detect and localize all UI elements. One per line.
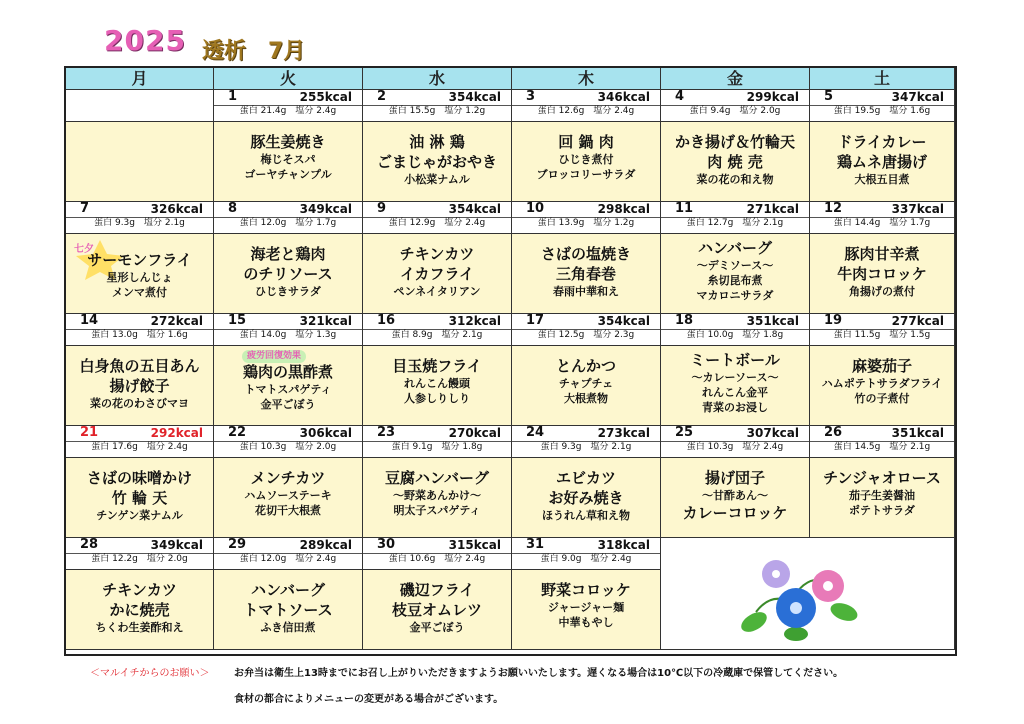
main-dish: ハンバーグ [698,239,772,257]
day-number: 17 [526,314,545,328]
nutrition-info: 蛋白 9.1g 塩分 1.8g [363,441,511,453]
side-dish: ゴーヤチャンプル [244,168,332,181]
menu-cell [512,234,661,314]
side-dish: ほうれん草和え物 [542,509,630,522]
date-cell [661,426,810,458]
calorie-value: 354kcal [597,314,650,328]
side-dish: トマトスパゲティ [244,383,332,396]
calorie-value: 351kcal [746,314,799,328]
day-number: 4 [675,90,685,104]
nutrition-info: 蛋白 12.9g 塩分 2.4g [363,217,511,229]
morning-glory-icon [736,552,866,647]
main-dish: 鶏ムネ唐揚げ [836,153,927,171]
side-dish: 春雨中華和え [553,285,619,298]
side-dish: ブロッコリーサラダ [536,168,636,181]
tanabata-tag: 七夕 [74,244,94,255]
day-number: 12 [824,202,843,216]
menu-cell [661,234,810,314]
side-dish: 金平ごぼう [260,398,316,411]
main-dish: 油 淋 鶏 [409,133,465,151]
date-cell [214,314,363,346]
main-dish: 肉 焼 売 [707,153,763,171]
nutrition-info: 蛋白 10.6g 塩分 2.4g [363,553,511,565]
weekday-header: 月 [66,68,214,90]
main-dish: 豚肉甘辛煮 [844,245,920,263]
calorie-value: 347kcal [891,90,944,104]
day-number: 2 [377,90,387,104]
main-dish: トマトソース [243,601,333,619]
calorie-value: 306kcal [299,426,352,440]
date-cell [810,202,955,234]
calorie-value: 354kcal [448,90,501,104]
date-cell [214,202,363,234]
date-cell [661,90,810,122]
date-cell [810,426,955,458]
side-dish: 糸切昆布煮 [707,274,763,287]
date-cell [363,314,512,346]
menu-cell [66,570,214,650]
day-number: 9 [377,202,387,216]
date-cell [512,314,661,346]
day-number: 3 [526,90,536,104]
main-dish: チキンカツ [399,245,475,263]
calorie-value: 315kcal [448,538,501,552]
menu-cell [363,346,512,426]
side-dish: ハムポテトサラダフライ [821,377,943,390]
menu-cell [214,346,363,426]
day-number: 29 [228,538,247,552]
side-dish: ふき信田煮 [260,621,316,634]
main-dish: 揚げ団子 [704,469,765,487]
nutrition-info: 蛋白 9.3g 塩分 2.1g [66,217,213,229]
feature-tag: 疲労回復効果 [242,350,306,363]
side-dish: メンマ煮付 [112,286,167,299]
date-cell [810,90,955,122]
side-dish: 角揚げの煮付 [849,285,915,298]
side-dish: 人参しりしり [404,392,470,405]
main-dish: イカフライ [399,265,475,283]
nutrition-info: 蛋白 13.0g 塩分 1.6g [66,329,213,341]
nutrition-info: 蛋白 9.4g 塩分 2.0g [661,105,809,117]
date-cell [66,202,214,234]
side-dish: ～デミソース～ [696,259,774,272]
main-dish: 豚生姜焼き [250,133,326,151]
day-number: 1 [228,90,238,104]
calorie-value: 277kcal [891,314,944,328]
date-cell [214,538,363,570]
main-dish: メンチカツ [250,469,326,487]
weekday-header: 水 [363,68,512,90]
weekday-header: 金 [661,68,810,90]
menu-cell [661,346,810,426]
day-number: 7 [80,202,90,216]
main-dish: 麻婆茄子 [851,357,912,375]
main-dish: 揚げ餃子 [109,377,170,395]
side-dish: 菜の花のわさびマヨ [90,397,189,410]
side-dish: 梅じそスパ [260,153,316,166]
menu-cell [214,234,363,314]
nutrition-info: 蛋白 9.3g 塩分 2.1g [512,441,660,453]
main-dish: 海老と鶏肉 [250,245,326,263]
side-dish: 竹の子煮付 [854,392,910,405]
main-dish: ドライカレー [837,133,927,151]
main-dish: サーモンフライ [87,251,192,269]
footer-label: ＜マルイチからのお願い＞ [90,668,210,679]
main-dish: のチリソース [243,265,333,283]
side-dish: チンゲン菜ナムル [96,509,183,522]
menu-cell [363,122,512,202]
menu-cell [66,346,214,426]
day-number: 5 [824,90,834,104]
main-dish: 鶏肉の黒酢煮 [242,363,333,381]
date-cell [512,426,661,458]
day-number: 31 [526,538,545,552]
main-dish: 磯辺フライ [399,581,475,599]
calorie-value: 272kcal [150,314,203,328]
main-dish: 牛肉コロッケ [837,265,927,283]
calorie-value: 271kcal [746,202,799,216]
day-number: 11 [675,202,694,216]
date-cell [66,538,214,570]
nutrition-info: 蛋白 12.2g 塩分 2.0g [66,553,213,565]
nutrition-info: 蛋白 21.4g 塩分 2.4g [214,105,362,117]
side-dish: 大根五目煮 [854,173,910,186]
menu-cell [66,234,214,314]
calorie-value: 289kcal [299,538,352,552]
day-number: 19 [824,314,843,328]
calorie-value: 307kcal [746,426,799,440]
main-dish: チンジャオロース [823,469,941,487]
menu-cell [214,458,363,538]
day-number: 8 [228,202,238,216]
day-number: 26 [824,426,843,440]
main-dish: 目玉焼フライ [392,357,482,375]
weekday-header: 火 [214,68,363,90]
side-dish: ペンネイタリアン [393,285,481,298]
date-cell [512,538,661,570]
nutrition-info: 蛋白 13.9g 塩分 1.2g [512,217,660,229]
weekday-header: 木 [512,68,661,90]
side-dish: ポテトサラダ [849,504,915,517]
day-number: 24 [526,426,545,440]
menu-cell [810,346,955,426]
side-dish: ちくわ生姜酢和え [95,621,184,634]
menu-cell [512,458,661,538]
main-dish: カレーコロッケ [682,504,788,522]
main-dish: チキンカツ [102,581,177,599]
menu-cell [214,570,363,650]
side-dish: ～野菜あんかけ～ [393,489,481,502]
date-cell [363,202,512,234]
nutrition-info: 蛋白 10.3g 塩分 2.4g [661,441,809,453]
date-cell [363,90,512,122]
day-number: 18 [675,314,694,328]
calorie-value: 292kcal [150,426,203,440]
menu-cell [661,458,810,538]
menu-cell [512,122,661,202]
date-cell [66,426,214,458]
day-number: 30 [377,538,396,552]
main-dish: 野菜コロッケ [541,581,631,599]
main-dish: さばの味噌かけ [86,469,192,487]
date-cell [512,90,661,122]
menu-cell [512,346,661,426]
menu-calendar [64,66,957,656]
main-dish: お好み焼き [548,489,624,507]
nutrition-info: 蛋白 10.0g 塩分 1.8g [661,329,809,341]
menu-cell [810,122,955,202]
nutrition-info: 蛋白 12.5g 塩分 2.3g [512,329,660,341]
nutrition-info: 蛋白 9.0g 塩分 2.4g [512,553,660,565]
main-dish: 回 鍋 肉 [558,133,614,151]
side-dish: 大根煮物 [564,392,608,405]
nutrition-info: 蛋白 19.5g 塩分 1.6g [810,105,954,117]
side-dish: ～カレーソース～ [691,371,779,384]
day-number: 25 [675,426,694,440]
nutrition-info: 蛋白 12.0g 塩分 1.7g [214,217,362,229]
main-dish: 竹 輪 天 [111,489,168,507]
calorie-value: 299kcal [746,90,799,104]
nutrition-info: 蛋白 14.0g 塩分 1.3g [214,329,362,341]
morning-glory-illustration-cell [661,538,955,650]
side-dish: 星形しんじょ [106,271,173,284]
main-dish: ハンバーグ [251,581,325,599]
main-dish: とんかつ [555,357,616,375]
nutrition-info: 蛋白 14.5g 塩分 2.1g [810,441,954,453]
day-number: 16 [377,314,396,328]
nutrition-info: 蛋白 14.4g 塩分 1.7g [810,217,954,229]
empty-menu-cell [66,122,214,202]
menu-cell [512,570,661,650]
menu-cell [214,122,363,202]
day-number: 23 [377,426,396,440]
nutrition-info: 蛋白 10.3g 塩分 2.0g [214,441,362,453]
main-dish: 豆腐ハンバーグ [385,469,489,487]
calorie-value: 337kcal [891,202,944,216]
calorie-value: 273kcal [597,426,650,440]
calorie-value: 354kcal [448,202,501,216]
side-dish: 青菜のお浸し [702,401,768,414]
day-number: 14 [80,314,99,328]
nutrition-info: 蛋白 15.5g 塩分 1.2g [363,105,511,117]
calorie-value: 255kcal [299,90,352,104]
page-title: 透析 7月 [202,39,306,64]
menu-cell [363,570,512,650]
date-cell [363,426,512,458]
calorie-value: 349kcal [150,538,203,552]
date-cell [214,90,363,122]
footer-notice: お弁当は衛生上13時までにお召し上がりいただきますようお願いいたします。遅くなる場合は10℃以下の冷蔵庫で保管してください。 [234,668,844,679]
menu-cell [66,458,214,538]
day-number: 28 [80,538,99,552]
side-dish: ジャージャー麺 [547,601,625,614]
side-dish: 金平ごぼう [409,621,465,634]
side-dish: 菜の花の和え物 [696,173,774,186]
date-cell [363,538,512,570]
menu-cell [810,458,955,538]
calorie-value: 270kcal [448,426,501,440]
year-label: 2025 [104,24,186,57]
main-dish: 枝豆オムレツ [391,601,482,619]
calorie-value: 349kcal [299,202,352,216]
calorie-value: 298kcal [597,202,650,216]
nutrition-info: 蛋白 11.5g 塩分 1.5g [810,329,954,341]
calorie-value: 312kcal [448,314,501,328]
nutrition-info: 蛋白 17.6g 塩分 2.4g [66,441,213,453]
weekday-header: 土 [810,68,955,90]
side-dish: ～甘酢あん～ [702,489,768,502]
date-cell [512,202,661,234]
side-dish: チャプチェ [558,377,614,390]
nutrition-info: 蛋白 12.6g 塩分 2.4g [512,105,660,117]
calorie-value: 326kcal [150,202,203,216]
side-dish: ハムソーステーキ [244,489,332,502]
menu-cell [661,122,810,202]
calorie-value: 346kcal [597,90,650,104]
calorie-value: 351kcal [891,426,944,440]
date-cell [66,314,214,346]
calorie-value: 318kcal [597,538,650,552]
side-dish: 明太子スパゲティ [393,504,481,517]
main-dish: ミートボール [690,351,780,369]
day-number: 10 [526,202,545,216]
day-number: 21 [80,426,99,440]
date-cell [661,314,810,346]
calorie-value: 321kcal [299,314,352,328]
nutrition-info: 蛋白 12.0g 塩分 2.4g [214,553,362,565]
side-dish: ひじき煮付 [558,153,614,166]
side-dish: 小松菜ナムル [404,173,470,186]
menu-cell [363,458,512,538]
date-cell [661,202,810,234]
side-dish: れんこん金平 [702,386,768,399]
side-dish: 中華もやし [558,616,614,629]
side-dish: マカロニサラダ [696,289,774,302]
nutrition-info: 蛋白 12.7g 塩分 2.1g [661,217,809,229]
side-dish: れんこん饅頭 [404,377,470,390]
day-number: 15 [228,314,247,328]
main-dish: エビカツ [555,469,616,487]
footer-note: 食材の都合によりメニューの変更がある場合がございます。 [234,694,504,705]
main-dish: かに焼売 [109,601,170,619]
side-dish: 花切干大根煮 [255,504,321,517]
day-number: 22 [228,426,247,440]
side-dish: 茄子生姜醤油 [849,489,915,502]
main-dish: さばの塩焼き [540,245,631,263]
date-cell [214,426,363,458]
main-dish: 三角春巻 [555,265,616,283]
date-cell [810,314,955,346]
main-dish: 白身魚の五目あん [79,357,200,375]
menu-cell [810,234,955,314]
main-dish: ごまじゃがおやき [376,153,497,171]
nutrition-info: 蛋白 8.9g 塩分 2.1g [363,329,511,341]
side-dish: ひじきサラダ [255,285,321,298]
empty-date-cell [66,90,214,122]
menu-cell [363,234,512,314]
main-dish: かき揚げ＆竹輪天 [674,133,795,151]
